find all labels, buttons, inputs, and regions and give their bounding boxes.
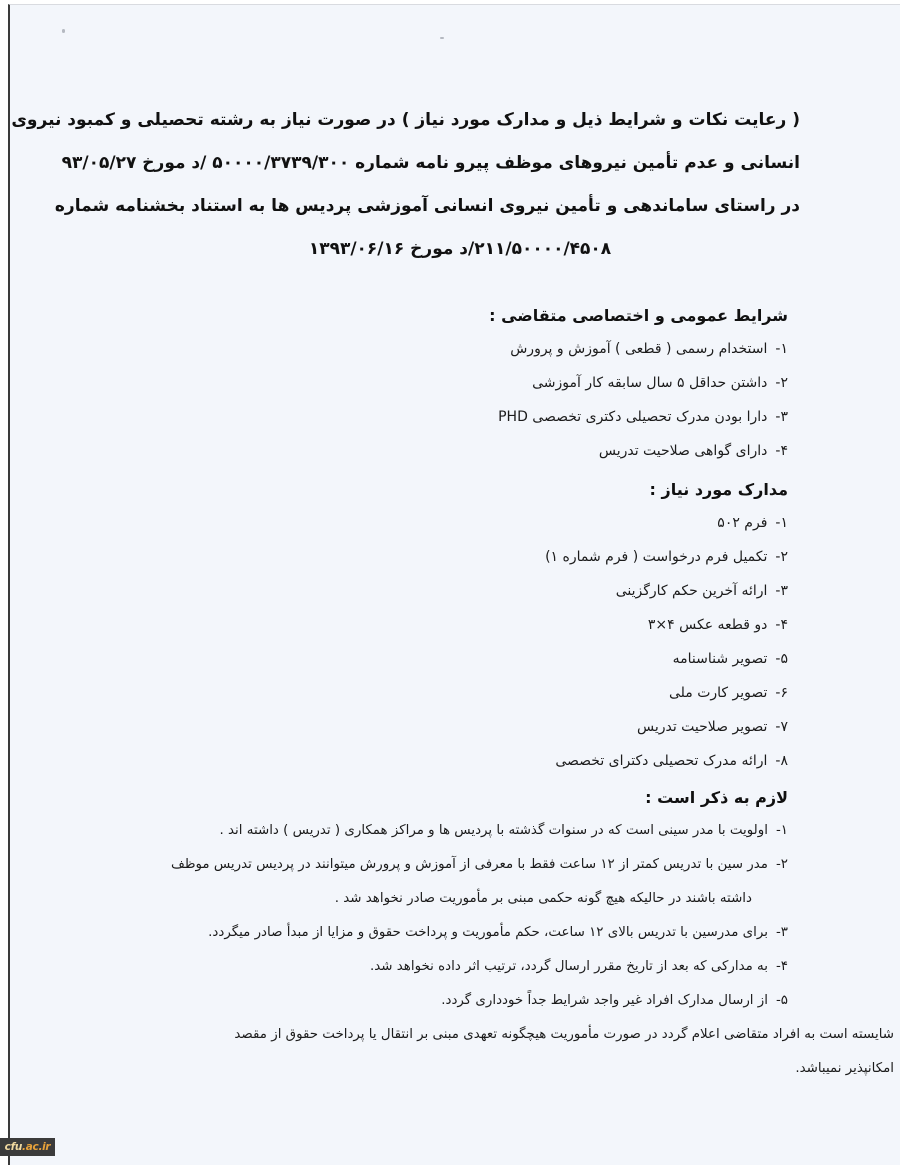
list-item: ۴-دارای گواهی صلاحیت تدریس xyxy=(598,443,788,459)
note-item: ۲-مدر سین با تدریس کمتر از ۱۲ ساعت فقط با معرفی از آموزش و پرورش میتوانند در پردیس تدریس موظف داشته باشند در حالیکه هیچ گونه حکمی مبنی بر مأموریت صادر نخواهد شد . xyxy=(171,855,788,909)
closing-line-2: امکانپذیر نمیباشد. xyxy=(795,1061,894,1076)
general-conditions-section xyxy=(489,306,788,475)
note-item: ۳-برای مدرسین با تدریس بالای ۱۲ ساعت، حکم مأموریت و پرداخت حقوق و مزایا از مبدأ صادر میگردد. xyxy=(208,925,788,940)
required-documents-section xyxy=(545,480,788,785)
heading-line-3: در راستای ساماندهی و تأمین نیروی انسانی آموزشی پردیس ها به استناد بخشنامه شماره xyxy=(54,196,800,216)
note-item: ۵-از ارسال مدارک افراد غیر واجد شرایط جداً خودداری گردد. xyxy=(441,993,788,1008)
section-title: شرایط عمومی و اختصاصی متقاضی : xyxy=(489,306,788,325)
closing-line-1: شایسته است به افراد متقاضی اعلام گردد در صورت مأموریت هیچگونه تعهدی مبنی بر انتقال یا پرداخت حقوق از مقصد xyxy=(234,1027,894,1042)
closing-paragraph xyxy=(124,1025,894,1093)
list-item: ۳-دارا بودن مدرک تحصیلی دکتری تخصصی PHD xyxy=(498,409,788,425)
list-item: ۱-فرم ۵۰۲ xyxy=(717,515,788,531)
scan-artifact xyxy=(440,37,444,39)
note-item: ۱-اولویت با مدر سینی است که در سنوات گذشته با پردیس ها و مراکز همکاری ( تدریس ) داشته اند . xyxy=(219,823,788,838)
section-title: لازم به ذکر است : xyxy=(645,788,788,807)
list-item: ۱-استخدام رسمی ( قطعی ) آموزش و پرورش xyxy=(510,341,788,357)
heading-line-2: انسانی و عدم تأمین نیروهای موظف پیرو نامه شماره ۵۰۰۰۰/۳۷۳۹/۳۰۰ /د مورخ ۹۳/۰۵/۲۷ xyxy=(61,153,800,173)
scan-artifact xyxy=(62,29,65,33)
section-title: مدارک مورد نیاز : xyxy=(649,480,788,499)
list-item: ۸-ارائه مدرک تحصیلی دکترای تخصصی xyxy=(555,753,788,769)
note-continuation: داشته باشند در حالیکه هیچ گونه حکمی مبنی بر مأموریت صادر نخواهد شد . xyxy=(334,891,752,906)
heading-line-4: ۲۱۱/۵۰۰۰۰/۴۵۰۸/د مورخ ۱۳۹۳/۰۶/۱۶ xyxy=(308,239,612,259)
note-item: ۴-به مدارکی که بعد از تاریخ مقرر ارسال گردد، ترتیب اثر داده نخواهد شد. xyxy=(370,959,788,974)
list-item: ۷-تصویر صلاحیت تدریس xyxy=(636,719,788,735)
document-heading xyxy=(11,110,800,282)
heading-line-1: ( رعایت نکات و شرایط ذیل و مدارک مورد نیاز ) در صورت نیاز به رشته تحصیلی و کمبود نیروی xyxy=(11,110,800,130)
list-item: ۲-داشتن حداقل ۵ سال سابقه کار آموزشی xyxy=(532,375,788,391)
site-watermark-logo: cfu.ac.ir xyxy=(0,1138,55,1156)
list-item: ۴-دو قطعه عکس ۴×۳ xyxy=(647,617,788,633)
list-item: ۳-ارائه آخرین حکم کارگزینی xyxy=(615,583,788,599)
list-item: ۶-تصویر کارت ملی xyxy=(668,685,788,701)
list-item: ۵-تصویر شناسنامه xyxy=(672,651,788,667)
list-item: ۲-تکمیل فرم درخواست ( فرم شماره ۱) xyxy=(545,549,788,565)
notes-section xyxy=(171,788,788,1025)
